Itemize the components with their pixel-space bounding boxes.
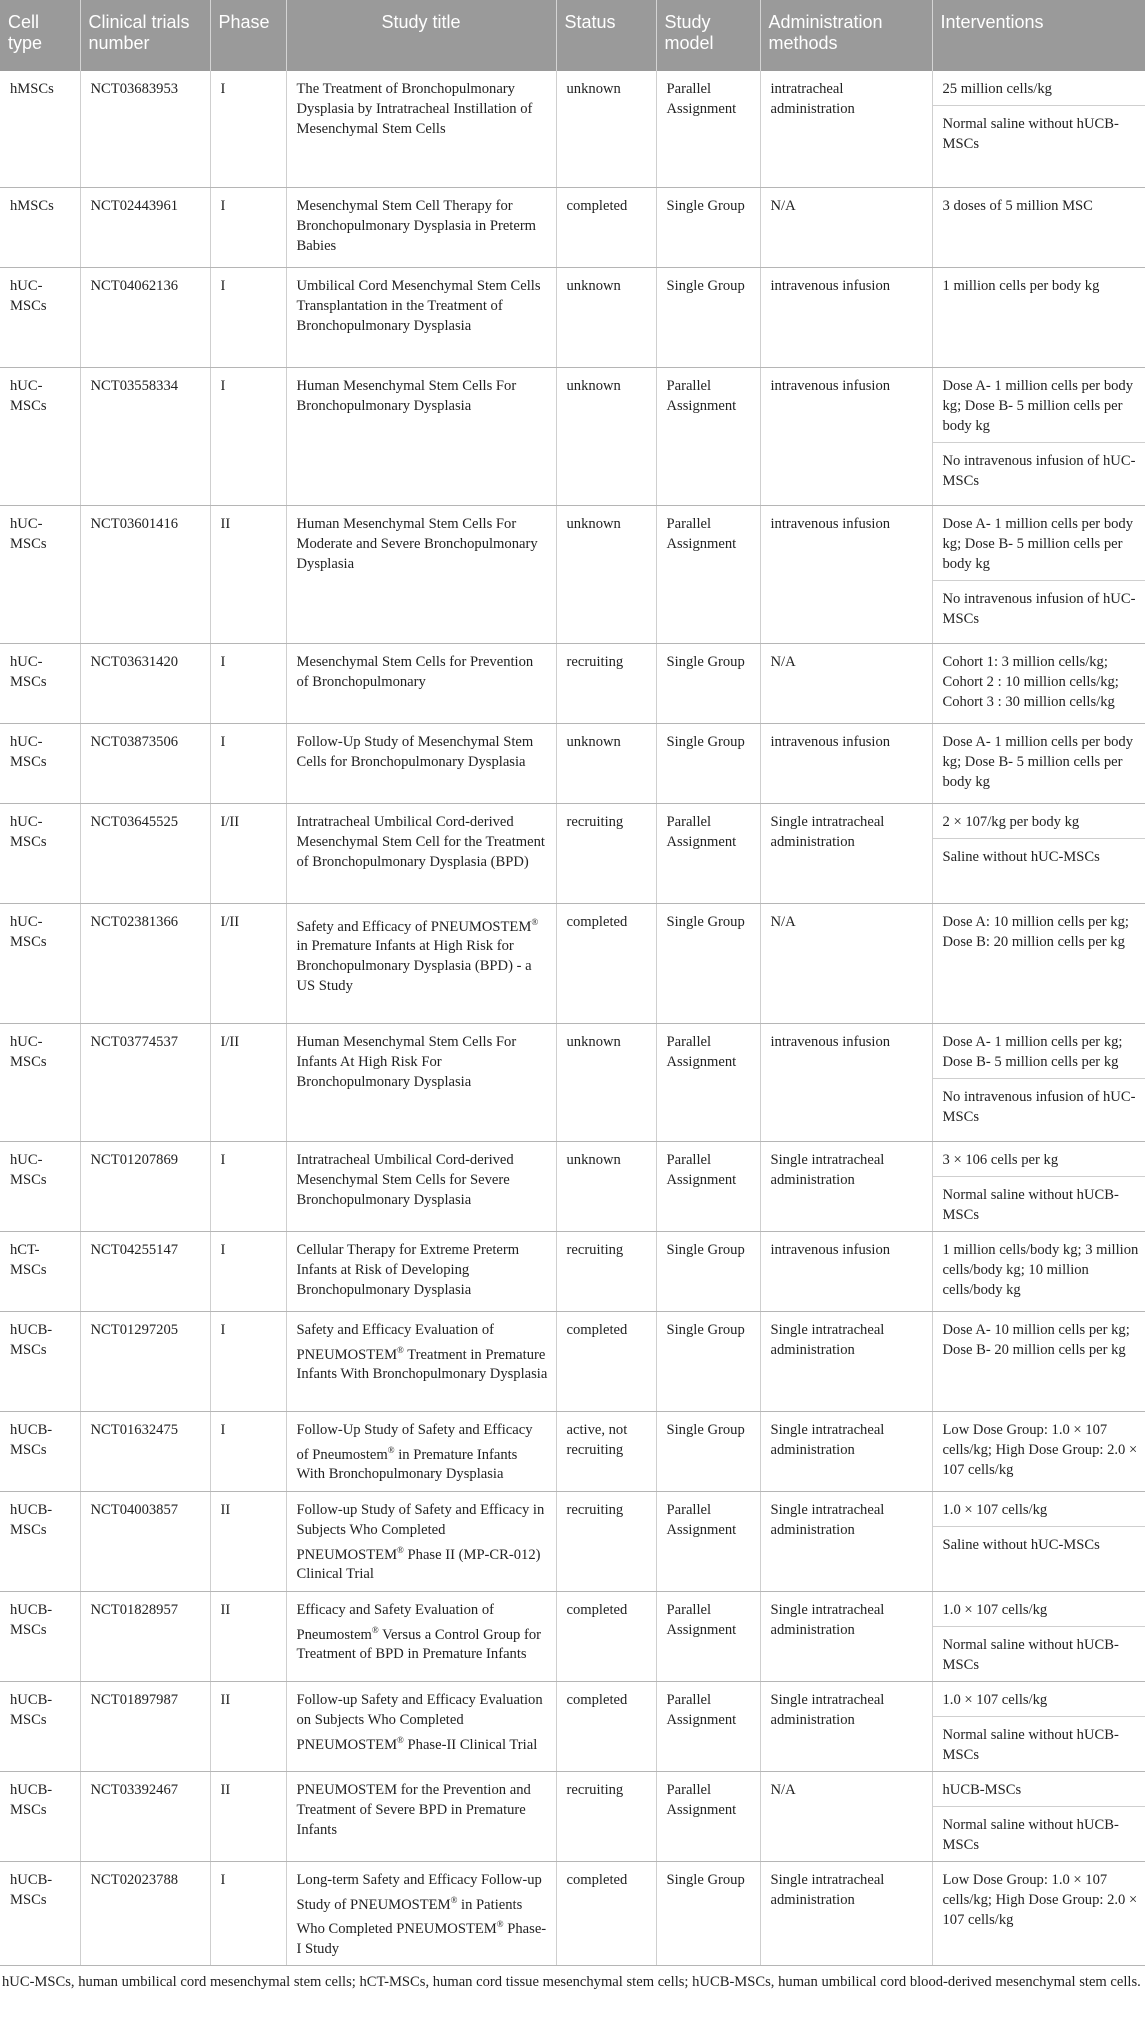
status-cell: completed [556,1311,656,1411]
study-title-cell: Follow-Up Study of Safety and Efficacy of Pneumostem® in Premature Infants With Bronchopulmonary Dysplasia [286,1411,556,1491]
cell-type-cell: hMSCs [0,71,80,187]
administration-method-cell: Single intratracheal administration [760,1311,932,1411]
intervention-item: 1.0 × 107 cells/kg [942,1501,1048,1518]
trial-number-cell: NCT04003857 [80,1491,210,1591]
study-model-cell: Single Group [656,723,760,803]
study-model-cell: Parallel Assignment [656,1591,760,1681]
phase-cell: II [210,505,286,643]
phase-cell: I/II [210,803,286,903]
status-cell: active, not recruiting [556,1411,656,1491]
header-row [0,0,1145,71]
table-row [0,367,1145,505]
administration-method-cell: Single intratracheal administration [760,1681,932,1771]
intervention-item: Low Dose Group: 1.0 × 107 cells/kg; High Dose Group: 2.0 × 107 cells/kg [942,1421,1138,1478]
study-model-cell: Parallel Assignment [656,803,760,903]
phase-cell: I [210,723,286,803]
interventions-cell [932,1591,1145,1681]
trial-number-cell: NCT04062136 [80,267,210,367]
table-footnote: hUC-MSCs, human umbilical cord mesenchymal stem cells; hCT-MSCs, human cord tissue mesenchymal stem cells; hUCB-MSCs, human umbilical cord blood-derived mesenchymal stem cells. [2,1974,1141,1991]
table-row [0,723,1145,803]
table-row [0,71,1145,187]
status-cell: unknown [556,1023,656,1141]
table-row [0,1231,1145,1311]
intervention-item: Normal saline without hUCB-MSCs [933,105,1145,160]
intervention-item: 1.0 × 107 cells/kg [942,1601,1048,1618]
intervention-item: Normal saline without hUCB-MSCs [933,1806,1145,1861]
administration-method-cell: N/A [760,903,932,1023]
phase-cell: I/II [210,1023,286,1141]
intervention-item: Low Dose Group: 1.0 × 107 cells/kg; High Dose Group: 2.0 × 107 cells/kg [942,1871,1138,1928]
study-model-cell: Single Group [656,1861,760,1966]
cell-type-cell: hUC-MSCs [0,803,80,903]
cell-type-cell: hUC-MSCs [0,267,80,367]
cell-type-cell: hUCB-MSCs [0,1411,80,1491]
table-row [0,1771,1145,1861]
intervention-item: Dose A- 10 million cells per kg; Dose B- 20 million cells per kg [942,1321,1130,1358]
status-cell: recruiting [556,1491,656,1591]
phase-cell: I [210,1861,286,1966]
administration-method-cell: Single intratracheal administration [760,1491,932,1591]
status-cell: recruiting [556,803,656,903]
status-cell: unknown [556,1141,656,1231]
intervention-item: hUCB-MSCs [942,1781,1022,1798]
trial-number-cell: NCT03683953 [80,71,210,187]
intervention-item: Saline without hUC-MSCs [933,838,1145,873]
intervention-item: 1.0 × 107 cells/kg [942,1691,1048,1708]
status-cell: completed [556,187,656,267]
interventions-cell [932,367,1145,505]
administration-method-cell: N/A [760,187,932,267]
status-cell: recruiting [556,643,656,723]
interventions-cell [932,1491,1145,1591]
intervention-item: Cohort 1: 3 million cells/kg; Cohort 2 : 10 million cells/kg; Cohort 3 : 30 million cells/kg [942,653,1119,710]
study-title-cell: Human Mesenchymal Stem Cells For Bronchopulmonary Dysplasia [286,367,556,505]
table-row [0,187,1145,267]
administration-method-cell: Single intratracheal administration [760,803,932,903]
trial-number-cell: NCT03631420 [80,643,210,723]
cell-type-cell: hUC-MSCs [0,367,80,505]
study-model-cell: Single Group [656,643,760,723]
table-row [0,1141,1145,1231]
study-title-cell: Human Mesenchymal Stem Cells For Infants At High Risk For Bronchopulmonary Dysplasia [286,1023,556,1141]
intervention-item: Dose A- 1 million cells per kg; Dose B- 5 million cells per kg [942,1033,1123,1070]
table-row [0,643,1145,723]
status-cell: completed [556,1861,656,1966]
study-model-cell: Parallel Assignment [656,1681,760,1771]
phase-cell: I [210,643,286,723]
intervention-item: 3 × 106 cells per kg [942,1151,1059,1168]
status-cell: unknown [556,71,656,187]
trial-number-cell: NCT01828957 [80,1591,210,1681]
phase-cell: I [210,1311,286,1411]
study-title-cell: The Treatment of Bronchopulmonary Dysplasia by Intratracheal Instillation of Mesenchymal Stem Cells [286,71,556,187]
study-model-cell: Single Group [656,1311,760,1411]
trial-number-cell: NCT01632475 [80,1411,210,1491]
study-title-cell: Umbilical Cord Mesenchymal Stem Cells Transplantation in the Treatment of Bronchopulmonary Dysplasia [286,267,556,367]
trial-number-cell: NCT01297205 [80,1311,210,1411]
study-model-cell: Parallel Assignment [656,1771,760,1861]
intervention-item: Normal saline without hUCB-MSCs [933,1716,1145,1771]
administration-method-cell: intravenous infusion [760,367,932,505]
interventions-cell [932,803,1145,903]
study-model-cell: Parallel Assignment [656,505,760,643]
interventions-cell [932,1861,1145,1966]
status-cell: completed [556,1681,656,1771]
trial-number-cell: NCT03774537 [80,1023,210,1141]
phase-cell: II [210,1681,286,1771]
study-title-cell: Intratracheal Umbilical Cord-derived Mesenchymal Stem Cell for the Treatment of Bronchopulmonary Dysplasia (BPD) [286,803,556,903]
trial-number-cell: NCT03392467 [80,1771,210,1861]
study-title-cell: Follow-up Safety and Efficacy Evaluation on Subjects Who Completed PNEUMOSTEM® Phase-II Clinical Trial [286,1681,556,1771]
table-row [0,1411,1145,1491]
study-model-cell: Single Group [656,1231,760,1311]
administration-method-cell: intratracheal administration [760,71,932,187]
study-title-cell: Efficacy and Safety Evaluation of Pneumostem® Versus a Control Group for Treatment of BPD in Premature Infants [286,1591,556,1681]
interventions-cell [932,1411,1145,1491]
interventions-cell [932,1023,1145,1141]
administration-method-cell: intravenous infusion [760,505,932,643]
administration-method-cell: Single intratracheal administration [760,1591,932,1681]
study-title-cell: Intratracheal Umbilical Cord-derived Mesenchymal Stem Cells for Severe Bronchopulmonary Dysplasia [286,1141,556,1231]
cell-type-cell: hUCB-MSCs [0,1591,80,1681]
study-title-cell: Cellular Therapy for Extreme Preterm Infants at Risk of Developing Bronchopulmonary Dysplasia [286,1231,556,1311]
administration-method-cell: intravenous infusion [760,267,932,367]
status-cell: completed [556,1591,656,1681]
cell-type-cell: hUC-MSCs [0,505,80,643]
intervention-item: 1 million cells per body kg [942,277,1100,294]
table-row [0,1491,1145,1591]
study-title-cell: Safety and Efficacy Evaluation of PNEUMOSTEM® Treatment in Premature Infants With Bronchopulmonary Dysplasia [286,1311,556,1411]
trial-number-cell: NCT02443961 [80,187,210,267]
table-row [0,1591,1145,1681]
table-row [0,1311,1145,1411]
table-row [0,1861,1145,1966]
header-cell-type: Cell type [0,0,80,71]
phase-cell: I [210,1231,286,1311]
study-model-cell: Single Group [656,187,760,267]
study-model-cell: Parallel Assignment [656,367,760,505]
administration-method-cell: Single intratracheal administration [760,1861,932,1966]
intervention-item: Normal saline without hUCB-MSCs [933,1626,1145,1681]
trial-number-cell: NCT01897987 [80,1681,210,1771]
study-model-cell: Single Group [656,903,760,1023]
administration-method-cell: intravenous infusion [760,1231,932,1311]
cell-type-cell: hUCB-MSCs [0,1861,80,1966]
study-title-cell: Safety and Efficacy of PNEUMOSTEM® in Premature Infants at High Risk for Bronchopulmonary Dysplasia (BPD) - a US Study [286,903,556,1023]
study-model-cell: Parallel Assignment [656,1141,760,1231]
administration-method-cell: Single intratracheal administration [760,1411,932,1491]
status-cell: unknown [556,505,656,643]
cell-type-cell: hUCB-MSCs [0,1311,80,1411]
interventions-cell [932,1311,1145,1411]
table-row [0,505,1145,643]
study-title-cell: PNEUMOSTEM for the Prevention and Treatment of Severe BPD in Premature Infants [286,1771,556,1861]
phase-cell: I/II [210,903,286,1023]
phase-cell: I [210,187,286,267]
study-model-cell: Single Group [656,1411,760,1491]
intervention-item: Dose A: 10 million cells per kg; Dose B: 20 million cells per kg [942,913,1129,950]
status-cell: recruiting [556,1231,656,1311]
interventions-cell [932,187,1145,267]
phase-cell: II [210,1771,286,1861]
status-cell: recruiting [556,1771,656,1861]
intervention-item: Dose A- 1 million cells per body kg; Dose B- 5 million cells per body kg [942,377,1134,434]
trial-number-cell: NCT04255147 [80,1231,210,1311]
header-phase: Phase [210,0,286,71]
header-study-title: Study title [286,0,556,71]
table-row [0,1681,1145,1771]
trial-number-cell: NCT03645525 [80,803,210,903]
study-title-cell: Mesenchymal Stem Cell Therapy for Bronchopulmonary Dysplasia in Preterm Babies [286,187,556,267]
intervention-item: Dose A- 1 million cells per body kg; Dose B- 5 million cells per body kg [942,733,1134,790]
intervention-item: 1 million cells/body kg; 3 million cells/body kg; 10 million cells/body kg [942,1241,1139,1298]
phase-cell: I [210,1141,286,1231]
cell-type-cell: hUCB-MSCs [0,1771,80,1861]
header-administration: Administration methods [760,0,932,71]
cell-type-cell: hUC-MSCs [0,723,80,803]
trial-number-cell: NCT02381366 [80,903,210,1023]
interventions-cell [932,1231,1145,1311]
administration-method-cell: Single intratracheal administration [760,1141,932,1231]
status-cell: unknown [556,723,656,803]
header-interventions: Interventions [932,0,1145,71]
study-title-cell: Mesenchymal Stem Cells for Prevention of Bronchopulmonary [286,643,556,723]
cell-type-cell: hCT-MSCs [0,1231,80,1311]
cell-type-cell: hMSCs [0,187,80,267]
cell-type-cell: hUC-MSCs [0,1141,80,1231]
administration-method-cell: intravenous infusion [760,1023,932,1141]
study-model-cell: Single Group [656,267,760,367]
interventions-cell [932,723,1145,803]
trial-number-cell: NCT03873506 [80,723,210,803]
intervention-item: 25 million cells/kg [942,81,1052,97]
interventions-cell [932,267,1145,367]
trial-number-cell: NCT01207869 [80,1141,210,1231]
cell-type-cell: hUC-MSCs [0,1023,80,1141]
administration-method-cell: intravenous infusion [760,723,932,803]
study-title-cell: Follow-up Study of Safety and Efficacy in Subjects Who Completed PNEUMOSTEM® Phase II (MP-CR-012) Clinical Trial [286,1491,556,1591]
phase-cell: I [210,71,286,187]
table-body [0,71,1145,1966]
administration-method-cell: N/A [760,643,932,723]
cell-type-cell: hUC-MSCs [0,643,80,723]
trial-number-cell: NCT03601416 [80,505,210,643]
header-trial-number: Clinical trials number [80,0,210,71]
study-title-cell: Follow-Up Study of Mesenchymal Stem Cells for Bronchopulmonary Dysplasia [286,723,556,803]
status-cell: unknown [556,367,656,505]
intervention-item: No intravenous infusion of hUC-MSCs [933,442,1145,497]
phase-cell: II [210,1591,286,1681]
interventions-cell [932,643,1145,723]
interventions-cell [932,71,1145,187]
phase-cell: I [210,367,286,505]
table-row [0,803,1145,903]
study-title-cell: Human Mesenchymal Stem Cells For Moderate and Severe Bronchopulmonary Dysplasia [286,505,556,643]
table-row [0,267,1145,367]
intervention-item: No intravenous infusion of hUC-MSCs [933,580,1145,635]
phase-cell: I [210,267,286,367]
cell-type-cell: hUCB-MSCs [0,1491,80,1591]
study-model-cell: Parallel Assignment [656,1023,760,1141]
phase-cell: I [210,1411,286,1491]
study-title-cell: Long-term Safety and Efficacy Follow-up Study of PNEUMOSTEM® in Patients Who Completed PNEUMOSTEM® Phase-I Study [286,1861,556,1966]
trial-number-cell: NCT02023788 [80,1861,210,1966]
interventions-cell [932,1141,1145,1231]
interventions-cell [932,903,1145,1023]
intervention-item: Saline without hUC-MSCs [933,1526,1145,1561]
trial-number-cell: NCT03558334 [80,367,210,505]
intervention-item: Normal saline without hUCB-MSCs [933,1176,1145,1231]
cell-type-cell: hUCB-MSCs [0,1681,80,1771]
interventions-cell [932,1681,1145,1771]
status-cell: unknown [556,267,656,367]
phase-cell: II [210,1491,286,1591]
intervention-item: No intravenous infusion of hUC-MSCs [933,1078,1145,1133]
table-row [0,903,1145,1023]
header-study-model: Study model [656,0,760,71]
header-status: Status [556,0,656,71]
intervention-item: 2 × 107/kg per body kg [942,813,1080,830]
interventions-cell [932,1771,1145,1861]
intervention-item: 3 doses of 5 million MSC [942,197,1093,214]
study-model-cell: Parallel Assignment [656,71,760,187]
study-model-cell: Parallel Assignment [656,1491,760,1591]
interventions-cell [932,505,1145,643]
status-cell: completed [556,903,656,1023]
cell-type-cell: hUC-MSCs [0,903,80,1023]
intervention-item: Dose A- 1 million cells per body kg; Dose B- 5 million cells per body kg [942,515,1134,572]
table-row [0,1023,1145,1141]
administration-method-cell: N/A [760,1771,932,1861]
